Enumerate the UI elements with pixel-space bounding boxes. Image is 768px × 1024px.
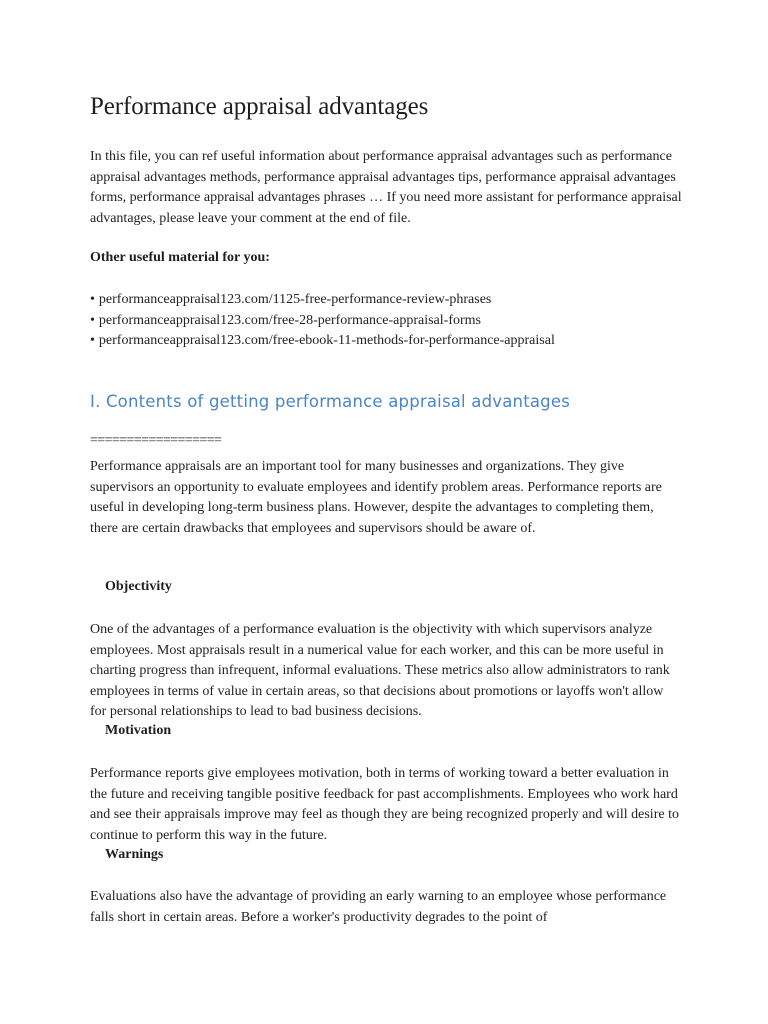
document-title: Performance appraisal advantages <box>90 93 429 120</box>
useful-links-list <box>90 290 555 352</box>
body-paragraph-intro: Performance appraisals are an important tool for many businesses and organizations. They give supervisors an opportunity to evaluate employees and identify problem areas. Performance reports are useful in developing long-term business plans. However, despite the advantages to completing them, there are certain drawbacks that employees and supervisors should be aware of. <box>90 459 662 536</box>
body-paragraph-objectivity: One of the advantages of a performance evaluation is the objectivity with which supervisors analyze employees. Most appraisals result in a numerical value for each worker, and this can be more useful in charting progress than infrequent, informal evaluations. These metrics also allow administrators to rank employees in terms of value in certain areas, so that decisions about promotions or layoffs won't allow for personal relationships to lead to bad business decisions. <box>90 622 670 719</box>
body-paragraph-warnings: Evaluations also have the advantage of providing an early warning to an employee whose performance falls short in certain areas. Before a worker's productivity degrades to the point of <box>90 889 667 925</box>
list-item[interactable] <box>90 290 555 311</box>
bullet-icon: • <box>90 312 95 328</box>
link-text[interactable]: performanceappraisal123.com/free-ebook-11-methods-for-performance-appraisal <box>98 333 555 348</box>
link-text[interactable]: performanceappraisal123.com/free-28-performance-appraisal-forms <box>98 312 481 328</box>
link-text[interactable]: performanceappraisal123.com/1125-free-performance-review-phrases <box>98 292 492 307</box>
list-item[interactable] <box>90 311 555 332</box>
body-paragraph-motivation: Performance reports give employees motivation, both in terms of working toward a better evaluation in the future and receiving tangible positive feedback for past accomplishments. Employees who work hard and see their appraisals improve may feel as though they are being recognized properly and will desire to continue to perform this way in the future. <box>90 766 679 843</box>
subheading-warnings: Warnings <box>105 847 164 862</box>
bullet-icon: • <box>90 292 95 307</box>
other-material-label: Other useful material for you: <box>90 250 270 265</box>
bullet-icon: • <box>90 333 95 348</box>
subheading-motivation: Motivation <box>105 723 172 738</box>
divider-line: ================== <box>90 433 222 448</box>
section-heading: I. Contents of getting performance appraisal advantages <box>90 392 571 411</box>
intro-paragraph: In this file, you can ref useful information about performance appraisal advantages such as performance appraisal advantages methods, performance appraisal advantages tips, performance appraisal advantages forms, performance appraisal advantages phrases … If you need more assistant for performance appraisal advantages, please leave your comment at the end of file. <box>90 149 682 226</box>
list-item[interactable] <box>90 331 555 352</box>
subheading-objectivity: Objectivity <box>105 579 172 594</box>
